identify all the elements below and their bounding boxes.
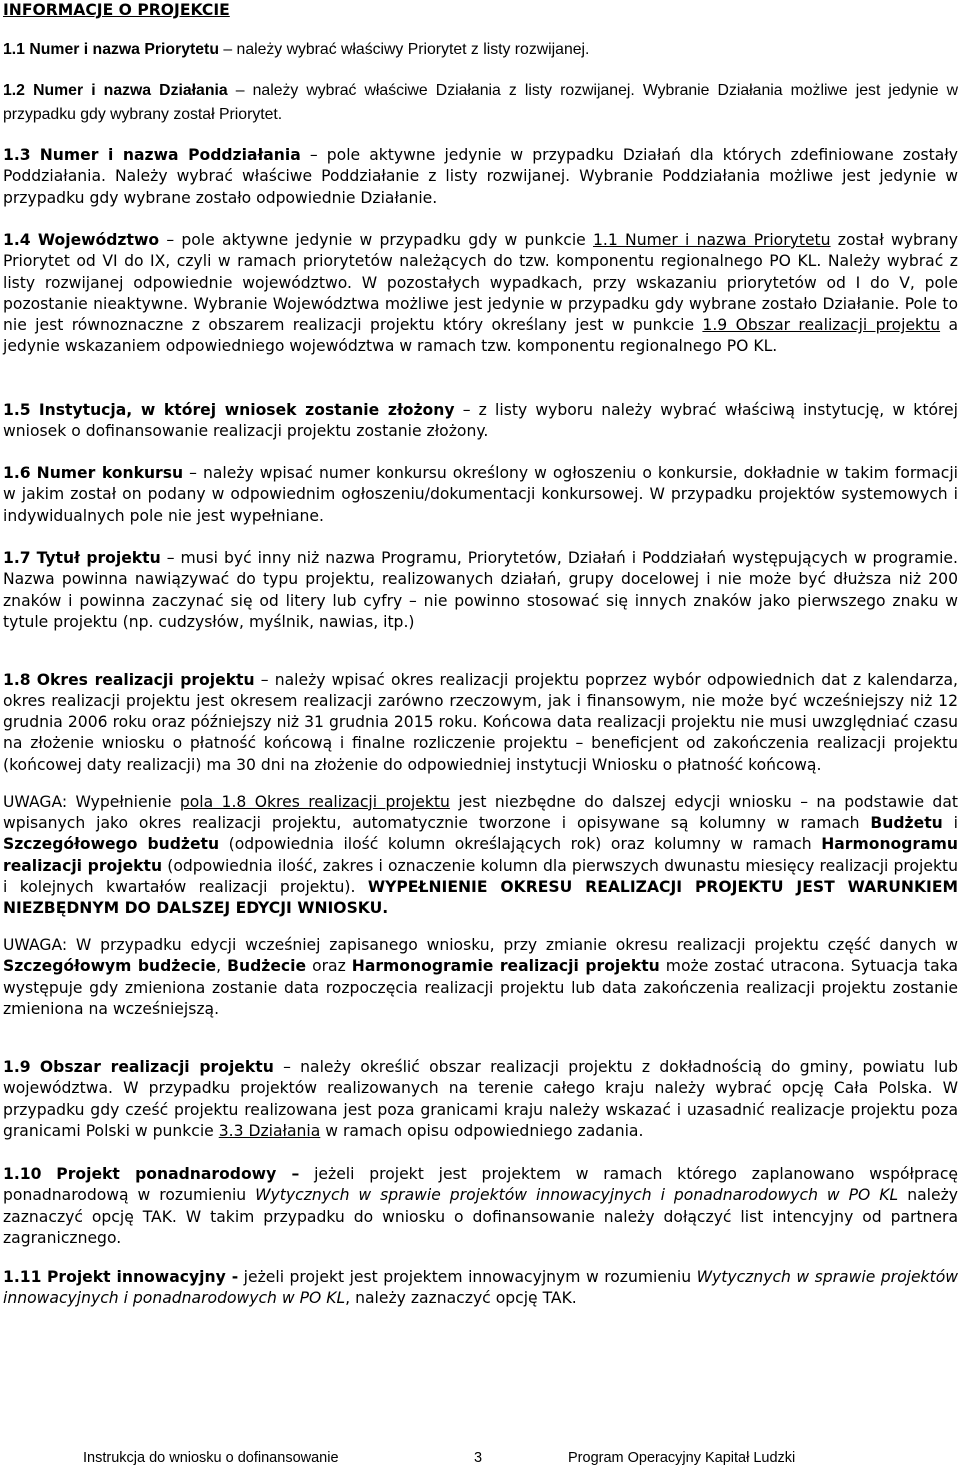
note-2	[3, 935, 958, 1020]
section-text: – musi być inny niż nazwa Programu, Priorytetów, Działań i Poddziałań występujących w programie. Nazwa powinna nawiązywać do typu projektu, realizowanych działań, grupy docelowej i nie może być dłuższa niż 200 znaków i powinna zaczynać się od litery lub cyfry – nie powinno stosować się innych znaków jako pierwszego znaku w tytule projektu (np. cudzysłów, myślnik, nawias, itp.)	[3, 549, 958, 631]
section-number: 1.11	[3, 1268, 42, 1286]
section-number: 1.3	[3, 146, 31, 164]
section-text: a jedynie wskazaniem odpowiedniego województwa w ramach tzw. komponentu regionalnego PO KL.	[3, 316, 958, 356]
note-bold: Budżetu	[870, 813, 943, 832]
section-text: , należy zaznaczyć opcję TAK.	[345, 1289, 577, 1308]
section-text: – należy wybrać właściwy Priorytet z listy rozwijanej.	[218, 41, 590, 58]
section-1-2	[3, 79, 958, 127]
section-title: Numer i nazwa Działania	[33, 82, 228, 99]
section-title: Instytucja, w której wniosek zostanie złożony	[38, 401, 455, 419]
note-text: (odpowiednia ilość kolumn określających rok) oraz kolumny w ramach	[219, 835, 822, 854]
note-1	[3, 792, 958, 920]
section-number: 1.1	[3, 41, 25, 58]
section-number: 1.10	[3, 1165, 42, 1183]
section-text: – z listy wyboru należy wybrać właściwą instytucję, w której wniosek o dofinansowanie realizacji projektu zostanie złożony.	[3, 401, 958, 441]
note-bold: Harmonogramie realizacji projektu	[351, 957, 660, 976]
footer-left: Instrukcja do wniosku o dofinansowanie	[83, 1450, 339, 1466]
note-bold: Budżecie	[227, 957, 307, 976]
section-number: 1.7	[3, 549, 31, 567]
section-number: 1.9	[3, 1058, 31, 1076]
footer-right: Program Operacyjny Kapitał Ludzki	[568, 1450, 796, 1466]
note-text: jest niezbędne do dalszej edycji wniosku – na podstawie dat wpisanych jako okres realizacji projektu, automatycznie tworzone i opisywane są kolumny w ramach	[3, 792, 959, 832]
section-text: jeżeli projekt jest projektem w ramach którego zaplanowano współpracę ponadnarodową w rozumieniu	[3, 1165, 959, 1205]
section-1-1	[3, 38, 958, 62]
crossref-link-1-1[interactable]: 1.1 Numer i nazwa Priorytetu	[593, 231, 831, 249]
section-1-5	[3, 400, 958, 443]
section-text: został wybrany Priorytet od VI do IX, czyli w ramach priorytetów należących do tzw. komponentu regionalnego PO KL. Należy wybrać z listy rozwijanej odpowiednie województwo. W pozostałych wypadkach, przy wskazaniu priorytetów od I do V, pole pozostanie nieaktywne. Wybranie Województwa możliwe jest jedynie w przypadku gdy wybrane zostało Działanie. Pole to nie jest równoznaczne z obszarem realizacji projektu który określany jest w punkcie	[3, 231, 958, 335]
section-number: 1.2	[3, 82, 25, 99]
section-1-8	[3, 654, 958, 1036]
page-title: INFORMACJE O PROJEKCIE	[3, 1, 230, 19]
section-title: Obszar realizacji projektu	[39, 1058, 274, 1076]
section-1-9	[3, 1057, 958, 1142]
section-1-7	[3, 548, 958, 633]
section-title: Projekt innowacyjny -	[46, 1268, 239, 1286]
note-warning: WYPEŁNIENIE OKRESU REALIZACJI PROJEKTU JEST WARUNKIEM NIEZBĘDNYM DO DALSZEJ EDYCJI WNIOSKU.	[3, 877, 958, 918]
note-text: może zostać utracona. Sytuacja taka występuje gdy zmieniona zostanie data rozpoczęcia realizacji projektu lub data zakończenia realizacji projektu zostanie zmieniona na wcześniejszą.	[3, 957, 959, 1018]
section-number: 1.8	[3, 670, 31, 689]
section-text: – należy określić obszar realizacji projektu z dokładnością do gminy, powiatu lub województwa. W przypadku projektów realizowanych na terenie całego kraju należy wybrać opcję Cała Polska. W przypadku gdy cześć projektu realizowana jest poza granicami kraju należy wskazać i uzasadnić realizacje projektu poza granicami Polski w punkcie	[3, 1058, 958, 1140]
section-text: – należy wpisać okres realizacji projektu poprzez wybór odpowiednich dat z kalendarza, okres realizacji projektu jest okresem realizacji zarówno rzeczowym, jak i finansowym, nie może być wcześniejszy niż 12 grudnia 2006 roku oraz późniejszy niż 31 grudnia 2015 roku. Końcowa data realizacji projektu nie musi uwzględniać czasu na złożenie wniosku o płatność końcową i finalne rozliczenie projektu – beneficjent od zakończenia realizacji projektu (końcowej daty realizacji) ma 30 dni na złożenie do odpowiedniej instytucji Wniosku o płatność końcową.	[3, 670, 958, 774]
note-text: ,	[216, 957, 228, 976]
section-title: Numer konkursu	[36, 464, 184, 482]
section-title: Numer i nazwa Priorytetu	[29, 41, 219, 58]
section-1-10	[3, 1164, 958, 1249]
note-text: oraz	[306, 957, 352, 976]
note-text: UWAGA: Wypełnienie	[3, 792, 180, 811]
section-1-11	[3, 1267, 958, 1310]
section-number: 1.6	[3, 464, 31, 482]
section-title: Projekt ponadnarodowy –	[56, 1165, 300, 1183]
page-number: 3	[474, 1450, 483, 1466]
crossref-link-3-3[interactable]: 3.3 Działania	[218, 1121, 321, 1140]
section-1-3	[3, 145, 958, 209]
note-bold: Szczegółowym budżecie	[3, 957, 217, 976]
page-footer	[0, 1450, 960, 1472]
section-title: Okres realizacji projektu	[36, 670, 255, 689]
section-title: Tytuł projektu	[36, 549, 161, 567]
note-text: UWAGA: W przypadku edycji wcześniej zapisanego wniosku, przy zmianie okresu realizacji projektu część danych w	[3, 936, 958, 955]
crossref-link-1-9[interactable]: 1.9 Obszar realizacji projektu	[702, 316, 941, 335]
section-title: Województwo	[37, 231, 160, 249]
section-text: – pole aktywne jedynie w przypadku Działań dla których zdefiniowane zostały Poddziałania. Należy wybrać właściwe Poddziałanie z listy rozwijanej. Wybranie Poddziałania możliwe jest jedynie w przypadku gdy wybrane zostało odpowiednie Działanie.	[3, 146, 958, 207]
section-header	[3, 0, 958, 21]
note-text: i	[942, 813, 958, 832]
section-text: – pole aktywne jedynie w przypadku gdy w punkcie	[159, 231, 593, 249]
section-text: – należy wpisać numer konkursu określony w ogłoszeniu o konkursie, dokładnie w takim formacji w jakim został on podany w odpowiednim ogłoszeniu/dokumentacji konkursowej. W przypadku projektów systemowych i indywidualnych pole nie jest wypełniane.	[3, 464, 958, 525]
note-bold: Harmonogramu realizacji projektu	[3, 835, 958, 875]
note-bold: Szczegółowego budżetu	[3, 835, 220, 854]
section-number: 1.4	[3, 231, 31, 249]
section-italic: Wytycznych w sprawie projektów innowacyjnych i ponadnarodowych w PO KL	[255, 1186, 899, 1205]
note-text: (odpowiednia ilość, zakres i oznaczenie kolumn dla pierwszych dwunastu miesięcy realizacji projektu i kolejnych kwartałów realizacji projektu).	[3, 856, 958, 896]
section-number: 1.5	[3, 401, 31, 419]
section-text: – należy wybrać właściwe Działania z listy rozwijanej. Wybranie Działania możliwe jest jedynie w przypadku gdy wybrany został Priorytet.	[3, 82, 958, 123]
crossref-link-1-8[interactable]: pola 1.8 Okres realizacji projektu	[179, 792, 450, 811]
section-1-6	[3, 463, 958, 527]
section-1-4	[3, 230, 958, 358]
section-text: w ramach opisu odpowiedniego zadania.	[320, 1121, 644, 1140]
section-title: Numer i nazwa Poddziałania	[39, 146, 301, 164]
section-text: należy zaznaczyć opcję TAK. W takim przypadku do wniosku o dofinansowanie należy dołączyć list intencyjny od partnera zagranicznego.	[3, 1186, 958, 1247]
section-italic: Wytycznych w sprawie projektów innowacyjnych i ponadnarodowych w PO KL	[3, 1268, 958, 1308]
section-text: jeżeli projekt jest projektem innowacyjnym w rozumieniu	[238, 1268, 697, 1286]
